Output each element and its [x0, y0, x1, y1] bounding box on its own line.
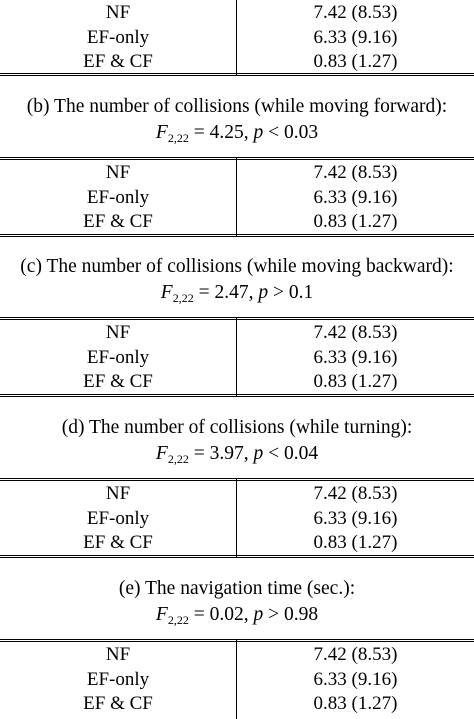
table-row: [0, 320, 474, 345]
condition-value: 7.42 (8.53): [313, 644, 398, 665]
condition-label: EF & CF: [83, 211, 153, 232]
condition-label: EF & CF: [83, 532, 153, 553]
condition-value: 0.83 (1.27): [313, 532, 398, 553]
condition-value: 7.42 (8.53): [313, 2, 398, 23]
bottom-rule: [0, 555, 474, 556]
caption-stat: $F_{2,22} = 4.25$, p < 0.03: [155, 122, 319, 145]
condition-value: 7.42 (8.53): [313, 483, 398, 504]
condition-label: NF: [105, 2, 131, 23]
condition-value: 6.33 (9.16): [313, 187, 398, 208]
condition-label: NF: [105, 162, 131, 183]
condition-label: EF-only: [86, 508, 150, 529]
condition-label: EF & CF: [83, 371, 153, 392]
condition-value: 7.42 (8.53): [313, 162, 398, 183]
caption-d: [0, 415, 474, 467]
condition-label: NF: [105, 483, 131, 504]
condition-value: 6.33 (9.16): [313, 669, 398, 690]
table-row: [0, 667, 474, 692]
caption-title: (e) The navigation time (sec.):: [118, 578, 356, 599]
bottom-rule: [0, 236, 474, 237]
condition-value: 0.83 (1.27): [313, 51, 398, 72]
table-c: [0, 317, 474, 397]
table-b: [0, 157, 474, 237]
condition-value: 6.33 (9.16): [313, 508, 398, 529]
table-row: [0, 481, 474, 506]
condition-label: EF-only: [86, 27, 150, 48]
table-row: [0, 49, 474, 74]
caption-b: [0, 94, 474, 146]
bottom-rule: [0, 557, 474, 558]
top-rule: [0, 317, 474, 318]
condition-value: 6.33 (9.16): [313, 347, 398, 368]
condition-value: 0.83 (1.27): [313, 371, 398, 392]
condition-value: 6.33 (9.16): [313, 27, 398, 48]
condition-value: 0.83 (1.27): [313, 693, 398, 714]
table-e: [0, 639, 474, 719]
table-row: [0, 160, 474, 185]
table-a: [0, 0, 474, 76]
table-row: [0, 642, 474, 667]
caption-title: (c) The number of collisions (while moving backward):: [20, 256, 454, 277]
bottom-rule: [0, 73, 474, 74]
bottom-rule: [0, 394, 474, 395]
condition-label: EF-only: [86, 187, 150, 208]
condition-label: EF & CF: [83, 51, 153, 72]
caption-stat: $F_{2,22} = 2.47$, p > 0.1: [160, 282, 314, 305]
condition-label: EF-only: [86, 669, 150, 690]
table-row: [0, 506, 474, 531]
condition-value: 7.42 (8.53): [313, 322, 398, 343]
top-rule: [0, 639, 474, 640]
caption-stat: $F_{2,22} = 3.97$, p < 0.04: [155, 443, 319, 466]
caption-stat: $F_{2,22} = 0.02$, p > 0.98: [155, 604, 319, 627]
condition-label: NF: [105, 322, 131, 343]
table-row: [0, 691, 474, 716]
bottom-rule: [0, 75, 474, 76]
table-row: [0, 185, 474, 210]
table-row: [0, 0, 474, 25]
table-row: [0, 25, 474, 50]
table-row: [0, 345, 474, 370]
condition-label: EF & CF: [83, 693, 153, 714]
condition-value: 0.83 (1.27): [313, 211, 398, 232]
caption-e: [0, 576, 474, 628]
condition-label: NF: [105, 644, 131, 665]
top-rule: [0, 157, 474, 158]
bottom-rule: [0, 396, 474, 397]
table-row: [0, 530, 474, 555]
table-row: [0, 369, 474, 394]
table-row: [0, 209, 474, 234]
caption-title: (d) The number of collisions (while turning):: [61, 417, 413, 438]
top-rule: [0, 478, 474, 479]
condition-label: EF-only: [86, 347, 150, 368]
bottom-rule: [0, 234, 474, 235]
table-d: [0, 478, 474, 558]
caption-title: (b) The number of collisions (while moving forward):: [26, 96, 448, 117]
caption-c: [0, 254, 474, 306]
